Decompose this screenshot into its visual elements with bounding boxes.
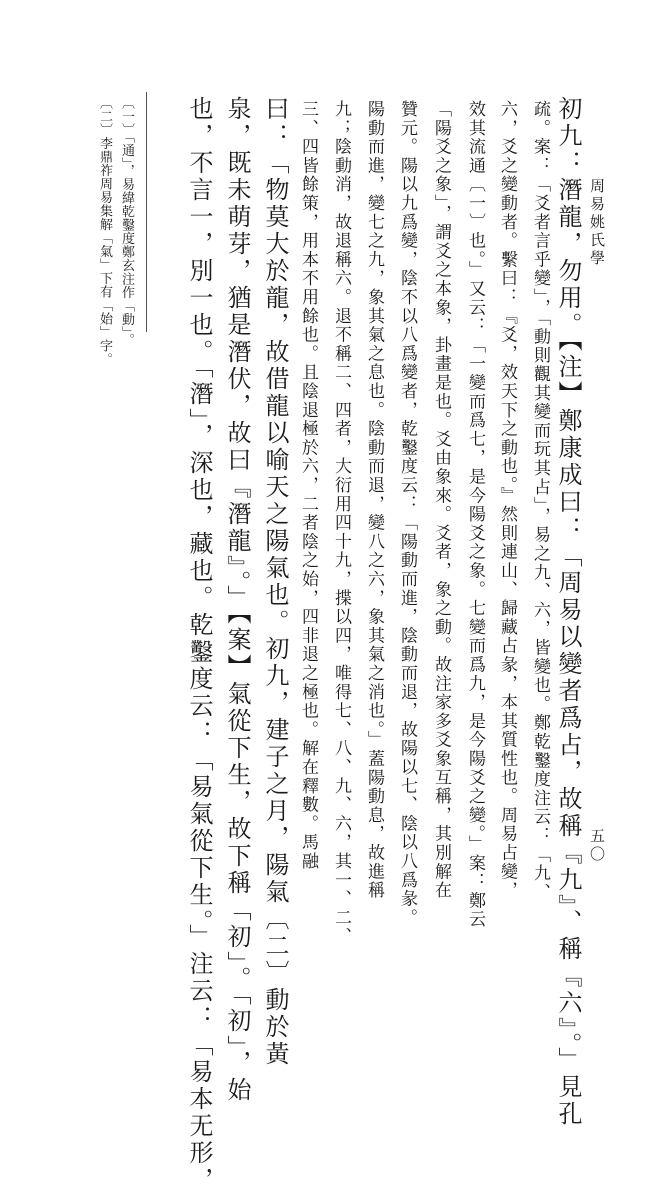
page-number: 五〇 bbox=[588, 828, 606, 864]
text-column-2: 疏。案：「爻者言乎變」，「動則觀其變而玩其占」，易之九、六，皆變也。鄭乾鑿度注云：「九、 bbox=[530, 100, 550, 902]
footnote-2: 〔二〕李鼎祚周易集解「氣」下有「始」字。 bbox=[97, 96, 112, 366]
text-column-10: 曰：「物莫大於龍，故借龍以喻天之陽氣也。初九，建子之月，陽氣〔二〕動於黃 bbox=[261, 96, 289, 1068]
text-column-11: 泉，既未萌芽，猶是潛伏，故曰『潛龍』。」【案】氣從下生，故下稱「初」。「初」，始 bbox=[223, 96, 251, 1104]
text-column-9: 三、四皆餘策，用本不用餘也。且陰退極於六，二者陰之始，四非退之極也。解在釋數。馬融 bbox=[298, 100, 318, 871]
text-column-4: 效其流通〔一〕也。」又云：「一變而爲七，是今陽爻之象。七變而爲九，是今陽爻之變。」案：鄭云 bbox=[465, 100, 485, 929]
text-column-5: 「陽爻之象」，謂爻之本象，卦畫是也。爻由象來。爻者，象之動。故注家多爻象互稱，其別解在 bbox=[431, 100, 451, 900]
text-column-6: 贊元。陽以九爲變，陰不以八爲變者，乾鑿度云：「陽動而進，陰動而退，故陽以七、陰以八爲彖。 bbox=[397, 100, 417, 928]
book-title: 周易姚氏學 bbox=[588, 178, 606, 268]
text-column-8: 九；陰動消，故退稱六。退不稱二、四者，大衍用四十九，揲以四，唯得七、八、九、六，其一、二、 bbox=[331, 100, 351, 946]
text-column-7: 陽動而進，變七之九，象其氣之息也。陰動而退，變八之六，象其氣之消也。」蓋陽動息，故進稱 bbox=[364, 100, 384, 900]
text-column-1: 初九：潛龍，勿用。【注】鄭康成曰：「周易以變者爲占，故稱『九』、稱『六』。」見孔 bbox=[554, 96, 582, 1128]
footnote-divider bbox=[146, 92, 147, 332]
footnote-1: 〔一〕「通」，易緯乾鑿度鄭玄注作「動」。 bbox=[119, 96, 134, 347]
text-column-3: 六，爻之變動者。繫曰：『爻，效天下之動也。』然則連山、歸藏占彖，本其質性也。周易占變， bbox=[497, 100, 517, 900]
text-column-12: 也，不言一，別一也。「潛」，深也，藏也。乾鑿度云：「易氣從下生。」注云：「易本无形， bbox=[185, 96, 213, 1194]
